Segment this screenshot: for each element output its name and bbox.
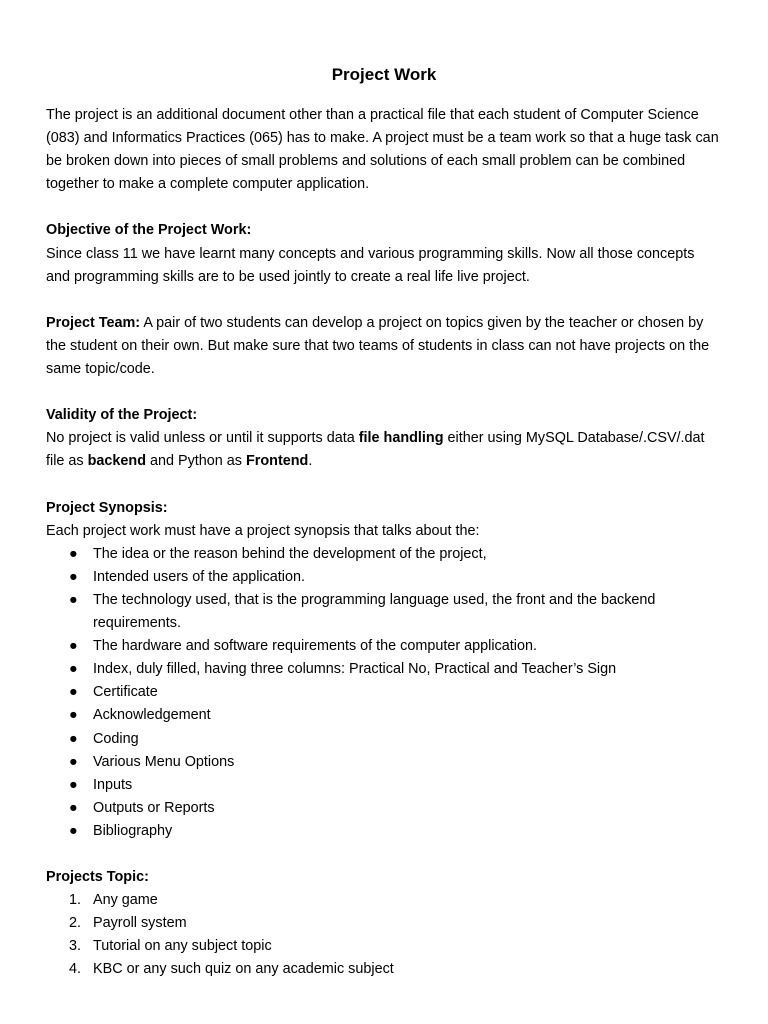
team-section [46,312,722,381]
topics-list [46,889,722,981]
validity-bold-frontend: Frontend [246,453,309,470]
list-item [46,820,722,843]
list-item-text: Various Menu Options [93,753,235,770]
bullet-icon: ● [69,707,78,724]
list-item-text: Payroll system [93,915,187,932]
bullet-icon: ● [69,661,78,678]
list-item-text: Tutorial on any subject topic [93,938,272,955]
list-item [46,774,722,797]
list-item [46,589,722,635]
team-text: A pair of two students can develop a project on topics given by the teacher or chosen by the student on their own. But make sure that two teams of students in class can not have projects on the same topic/code. [46,314,710,378]
list-item [46,704,722,727]
bullet-icon: ● [69,753,78,770]
bullet-icon: ● [69,638,78,655]
intro-paragraph: The project is an additional document other than a practical file that each student of Computer Science (083) and Informatics Practices (065) has to make. A project must be a team work so that a huge task can be broken down into pieces of small problems and solutions of each small problem can be combined together to make a complete computer application. [46,107,719,193]
list-item [46,658,722,681]
validity-text-3: and Python as [145,453,246,470]
list-item-text: The hardware and software requirements of the computer application. [93,638,537,655]
validity-heading: Validity of the Project: [46,407,198,424]
list-item-text: Coding [93,730,139,747]
bullet-icon: ● [69,730,78,747]
list-item [46,958,722,981]
synopsis-section [46,497,722,843]
validity-section [46,404,722,473]
list-item-text: Inputs [93,776,133,793]
synopsis-heading: Project Synopsis: [46,499,168,516]
list-item-text: Acknowledgement [93,707,211,724]
validity-bold-backend: backend [87,453,146,470]
objective-text: Since class 11 we have learnt many concepts and various programming skills. Now all those concepts and programming skills are to be used jointly to create a real life live project. [46,245,695,285]
list-number: 3. [69,938,82,955]
bullet-icon: ● [69,545,78,562]
bullet-icon: ● [69,776,78,793]
synopsis-intro: Each project work must have a project synopsis that talks about the: [46,522,480,539]
page-title: Project Work [331,65,437,84]
list-number: 1. [69,892,82,909]
list-item-text: KBC or any such quiz on any academic subject [93,961,394,978]
topics-section [46,866,722,981]
topics-heading: Projects Topic: [46,869,149,886]
list-item-text: The idea or the reason behind the development of the project, [93,545,487,562]
list-item-text: Bibliography [93,822,173,839]
list-number: 2. [69,915,82,932]
list-item [46,751,722,774]
list-item-text: Intended users of the application. [93,568,306,585]
bullet-icon: ● [69,684,78,701]
list-item [46,889,722,912]
list-item [46,543,722,566]
list-item-text: Index, duly filled, having three columns: Practical No, Practical and Teacher’s Sign [93,661,617,678]
list-item [46,566,722,589]
list-item [46,935,722,958]
list-item [46,681,722,704]
list-item [46,912,722,935]
validity-text-2: either using MySQL Database/.CSV/.dat file as [46,430,705,470]
list-item [46,635,722,658]
list-item-text: Outputs or Reports [93,799,215,816]
validity-text-1: No project is valid unless or until it supports data [46,430,359,447]
list-item-text: The technology used, that is the programming language used, the front and the backend requirements. [93,591,656,632]
validity-text-4: . [308,453,313,470]
synopsis-list [46,543,722,843]
list-number: 4. [69,961,82,978]
bullet-icon: ● [69,799,78,816]
list-item-text: Certificate [93,684,158,701]
objective-section [46,219,722,288]
team-heading: Project Team: [46,314,141,331]
objective-heading: Objective of the Project Work: [46,222,252,239]
bullet-icon: ● [69,591,78,608]
list-item-text: Any game [93,892,158,909]
bullet-icon: ● [69,822,78,839]
list-item [46,797,722,820]
validity-bold-file-handling: file handling [358,430,444,447]
bullet-icon: ● [69,568,78,585]
list-item [46,728,722,751]
